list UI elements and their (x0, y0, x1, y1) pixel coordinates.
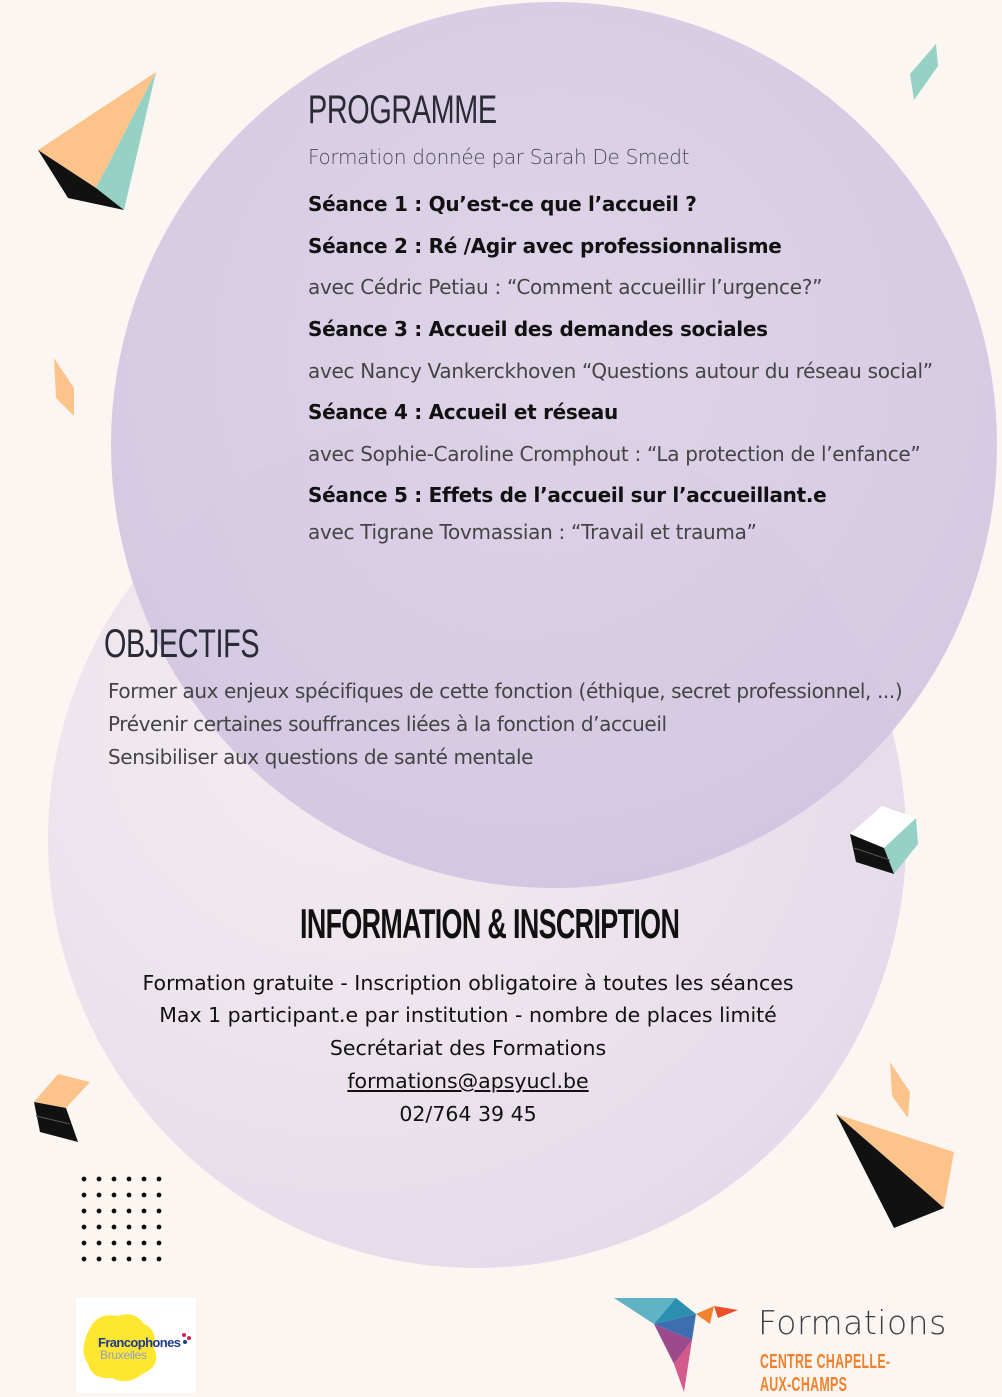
brand-subtitle: CENTRE CHAPELLE-AUX-CHAMPS (760, 1351, 891, 1396)
decorative-shard-top-right (908, 44, 940, 102)
objectif-item: Former aux enjeux spécifiques de cette fonction (éthique, secret professionnel, ...) (108, 679, 903, 703)
session-4-detail: avec Sophie-Caroline Cromphout : “La protection de l’enfance” (308, 442, 921, 466)
session-2-detail: avec Cédric Petiau : “Comment accueillir l’urgence?” (308, 275, 823, 299)
session-1-title: Séance 1 : Qu’est-ce que l’accueil ? (308, 192, 697, 216)
session-2-title: Séance 2 : Ré /Agir avec professionnalisme (308, 234, 782, 258)
session-3-title: Séance 3 : Accueil des demandes sociales (308, 317, 768, 341)
decorative-dot-grid (81, 1176, 165, 1266)
francophones-bruxelles-logo (76, 1298, 196, 1393)
info-line-secretariat: Secrétariat des Formations (329, 1036, 607, 1060)
star-cluster-icon (180, 1332, 192, 1348)
brand-title: Formations (758, 1303, 947, 1342)
objectif-item: Prévenir certaines souffrances liées à la fonction d’accueil (108, 712, 667, 736)
info-line-free: Formation gratuite - Inscription obligatoire à toutes les séances (142, 971, 794, 995)
decorative-shard-left (52, 358, 78, 418)
session-3-detail: avec Nancy Vankerckhoven “Questions autour du réseau social” (308, 359, 933, 383)
francophones-logo-text: Francophones (98, 1335, 181, 1350)
objectifs-heading: OBJECTIFS (104, 622, 260, 666)
decorative-pyramid-bottom-right (834, 1112, 958, 1230)
bird-logo-icon (614, 1294, 740, 1393)
bruxelles-logo-text: Bruxelles (100, 1348, 147, 1362)
info-heading: INFORMATION & INSCRIPTION (300, 900, 680, 947)
session-5-detail: avec Tigrane Tovmassian : “Travail et trauma” (308, 520, 757, 544)
objectif-item: Sensibiliser aux questions de santé mentale (108, 745, 534, 769)
decorative-cube-right (846, 804, 922, 878)
info-phone: 02/764 39 45 (399, 1102, 537, 1126)
decorative-pyramid-top-left (36, 70, 161, 212)
programme-heading: PROGRAMME (308, 88, 497, 132)
email-link[interactable]: formations@apsyucl.be (347, 1069, 589, 1093)
session-5-title: Séance 5 : Effets de l’accueil sur l’accueillant.e (308, 483, 827, 507)
info-line-max: Max 1 participant.e par institution - nombre de places limité (159, 1003, 777, 1027)
programme-trainer: Formation donnée par Sarah De Smedt (308, 145, 690, 169)
info-email-row (68, 1069, 868, 1093)
session-4-title: Séance 4 : Accueil et réseau (308, 400, 618, 424)
